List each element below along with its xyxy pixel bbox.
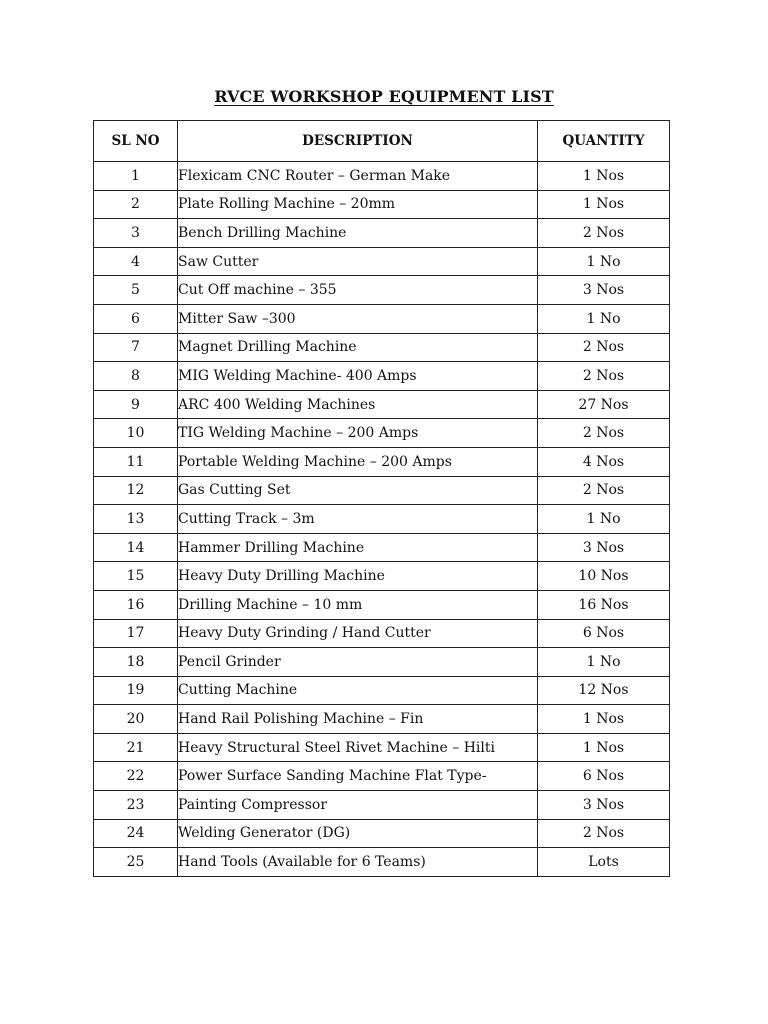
equipment-table bbox=[93, 120, 670, 877]
sl-no-cell: 15 bbox=[94, 562, 178, 591]
table-row bbox=[94, 562, 670, 591]
quantity-cell: 3 Nos bbox=[538, 276, 670, 305]
sl-no-cell: 8 bbox=[94, 362, 178, 391]
quantity-cell: 1 Nos bbox=[538, 190, 670, 219]
description-cell: Painting Compressor bbox=[178, 791, 538, 820]
description-cell: Gas Cutting Set bbox=[178, 476, 538, 505]
sl-no-cell: 22 bbox=[94, 762, 178, 791]
table-row bbox=[94, 476, 670, 505]
table-row bbox=[94, 247, 670, 276]
quantity-cell: 1 No bbox=[538, 648, 670, 677]
quantity-cell: 2 Nos bbox=[538, 476, 670, 505]
quantity-cell: 2 Nos bbox=[538, 419, 670, 448]
description-cell: Power Surface Sanding Machine Flat Type- bbox=[178, 762, 538, 791]
sl-no-cell: 1 bbox=[94, 162, 178, 191]
sl-no-cell: 3 bbox=[94, 219, 178, 248]
table-body bbox=[94, 162, 670, 877]
table-row bbox=[94, 705, 670, 734]
sl-no-cell: 19 bbox=[94, 676, 178, 705]
description-cell: Hammer Drilling Machine bbox=[178, 533, 538, 562]
description-cell: Heavy Structural Steel Rivet Machine – Hilti bbox=[178, 733, 538, 762]
quantity-cell: 6 Nos bbox=[538, 619, 670, 648]
description-cell: ARC 400 Welding Machines bbox=[178, 390, 538, 419]
table-row bbox=[94, 419, 670, 448]
quantity-cell: 27 Nos bbox=[538, 390, 670, 419]
sl-no-cell: 16 bbox=[94, 590, 178, 619]
table-row bbox=[94, 162, 670, 191]
sl-no-cell: 5 bbox=[94, 276, 178, 305]
description-cell: Portable Welding Machine – 200 Amps bbox=[178, 447, 538, 476]
table-row bbox=[94, 390, 670, 419]
sl-no-cell: 18 bbox=[94, 648, 178, 677]
document-title: RVCE WORKSHOP EQUIPMENT LIST bbox=[214, 87, 554, 106]
column-header-description: DESCRIPTION bbox=[178, 121, 538, 162]
description-cell: Welding Generator (DG) bbox=[178, 819, 538, 848]
sl-no-cell: 23 bbox=[94, 791, 178, 820]
quantity-cell: 1 No bbox=[538, 304, 670, 333]
sl-no-cell: 20 bbox=[94, 705, 178, 734]
table-row bbox=[94, 190, 670, 219]
table-row bbox=[94, 276, 670, 305]
quantity-cell: 1 No bbox=[538, 505, 670, 534]
quantity-cell: 1 Nos bbox=[538, 162, 670, 191]
table-row bbox=[94, 219, 670, 248]
sl-no-cell: 9 bbox=[94, 390, 178, 419]
quantity-cell: 16 Nos bbox=[538, 590, 670, 619]
description-cell: Bench Drilling Machine bbox=[178, 219, 538, 248]
quantity-cell: 12 Nos bbox=[538, 676, 670, 705]
column-header-quantity: QUANTITY bbox=[538, 121, 670, 162]
quantity-cell: 10 Nos bbox=[538, 562, 670, 591]
quantity-cell: 1 Nos bbox=[538, 705, 670, 734]
quantity-cell: 3 Nos bbox=[538, 791, 670, 820]
table-row bbox=[94, 619, 670, 648]
quantity-cell: 1 No bbox=[538, 247, 670, 276]
description-cell: Hand Tools (Available for 6 Teams) bbox=[178, 848, 538, 877]
table-row bbox=[94, 733, 670, 762]
description-cell: Saw Cutter bbox=[178, 247, 538, 276]
quantity-cell: 4 Nos bbox=[538, 447, 670, 476]
sl-no-cell: 12 bbox=[94, 476, 178, 505]
description-cell: Cutting Machine bbox=[178, 676, 538, 705]
sl-no-cell: 7 bbox=[94, 333, 178, 362]
quantity-cell: Lots bbox=[538, 848, 670, 877]
description-cell: Mitter Saw –300 bbox=[178, 304, 538, 333]
table-row bbox=[94, 505, 670, 534]
description-cell: Heavy Duty Drilling Machine bbox=[178, 562, 538, 591]
sl-no-cell: 2 bbox=[94, 190, 178, 219]
description-cell: Magnet Drilling Machine bbox=[178, 333, 538, 362]
sl-no-cell: 25 bbox=[94, 848, 178, 877]
quantity-cell: 1 Nos bbox=[538, 733, 670, 762]
sl-no-cell: 14 bbox=[94, 533, 178, 562]
description-cell: Heavy Duty Grinding / Hand Cutter bbox=[178, 619, 538, 648]
quantity-cell: 6 Nos bbox=[538, 762, 670, 791]
table-row bbox=[94, 333, 670, 362]
sl-no-cell: 24 bbox=[94, 819, 178, 848]
description-cell: Plate Rolling Machine – 20mm bbox=[178, 190, 538, 219]
quantity-cell: 2 Nos bbox=[538, 819, 670, 848]
table-row bbox=[94, 362, 670, 391]
description-cell: Drilling Machine – 10 mm bbox=[178, 590, 538, 619]
table-row bbox=[94, 676, 670, 705]
table-row bbox=[94, 648, 670, 677]
sl-no-cell: 13 bbox=[94, 505, 178, 534]
header-row bbox=[94, 121, 670, 162]
table-row bbox=[94, 304, 670, 333]
sl-no-cell: 17 bbox=[94, 619, 178, 648]
description-cell: Flexicam CNC Router – German Make bbox=[178, 162, 538, 191]
table-row bbox=[94, 590, 670, 619]
column-header-sl-no: SL NO bbox=[94, 121, 178, 162]
description-cell: Cut Off machine – 355 bbox=[178, 276, 538, 305]
table-row bbox=[94, 447, 670, 476]
quantity-cell: 3 Nos bbox=[538, 533, 670, 562]
quantity-cell: 2 Nos bbox=[538, 362, 670, 391]
description-cell: TIG Welding Machine – 200 Amps bbox=[178, 419, 538, 448]
table-row bbox=[94, 819, 670, 848]
sl-no-cell: 21 bbox=[94, 733, 178, 762]
sl-no-cell: 11 bbox=[94, 447, 178, 476]
quantity-cell: 2 Nos bbox=[538, 333, 670, 362]
description-cell: Hand Rail Polishing Machine – Fin bbox=[178, 705, 538, 734]
quantity-cell: 2 Nos bbox=[538, 219, 670, 248]
description-cell: Pencil Grinder bbox=[178, 648, 538, 677]
sl-no-cell: 6 bbox=[94, 304, 178, 333]
description-cell: Cutting Track – 3m bbox=[178, 505, 538, 534]
table-header bbox=[94, 121, 670, 162]
sl-no-cell: 10 bbox=[94, 419, 178, 448]
table-row bbox=[94, 848, 670, 877]
table-row bbox=[94, 791, 670, 820]
sl-no-cell: 4 bbox=[94, 247, 178, 276]
table-row bbox=[94, 533, 670, 562]
table-row bbox=[94, 762, 670, 791]
description-cell: MIG Welding Machine- 400 Amps bbox=[178, 362, 538, 391]
